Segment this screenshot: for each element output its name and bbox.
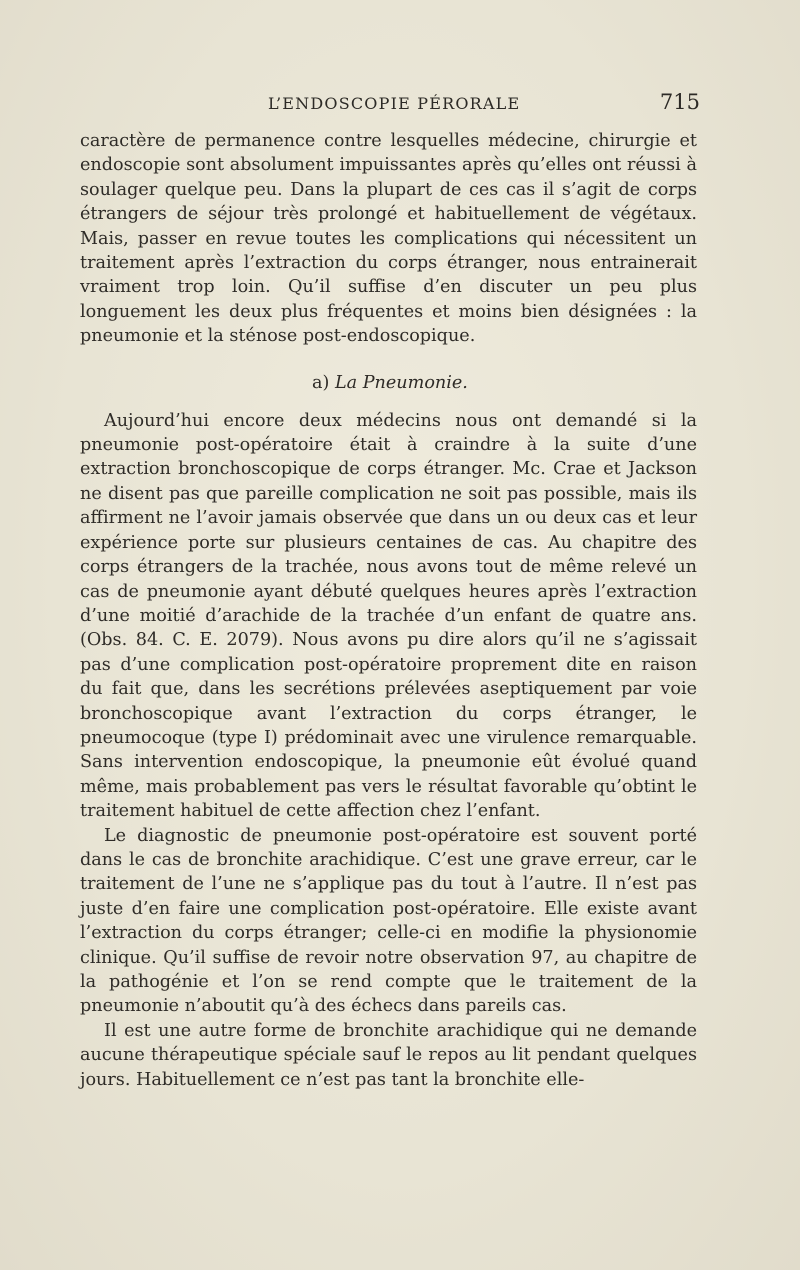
paragraph-continuation: caractère de permanence contre lesquelles médecine, chirurgie et endoscopie sont absolument impuissantes après qu’elles ont réussi à soulager quelque peu. Dans la plupart de ces cas il s’agit de corps étrangers de séjour très prolongé et habituellement de végétaux. Mais, passer en revue toutes les complications qui nécessitent un traitement après l’extraction du corps étranger, nous entrainerait vraiment trop loin. Qu’il suffise d’en discuter un peu plus longuement les deux plus fréquentes et moins bien désignées : la pneumonie et la sténose post-endoscopique. bbox=[80, 131, 697, 347]
section-label: a) bbox=[312, 372, 330, 393]
page-number: 715 bbox=[659, 90, 700, 114]
running-title: L’ENDOSCOPIE PÉRORALE bbox=[268, 94, 521, 113]
paragraph-pneumonie-intro: Aujourd’hui encore deux médecins nous ont demandé si la pneumonie post-opératoire était à craindre à la suite d’une extraction bronchoscopique de corps étranger. Mc. Crae et Jackson ne disent pas que pareille complication ne soit pas possible, mais ils affirment ne l’avoir jamais observée que dans un ou deux cas et leur expérience porte sur plusieurs centaines de cas. Au chapitre des corps étrangers de la trachée, nous avons tout de même relevé un cas de pneumonie ayant débuté quelques heures après l’extraction d’une moitié d’arachide de la trachée d’un enfant de quatre ans. (Obs. 84. C. E. 2079). Nous avons pu dire alors qu’il ne s’agissait pas d’une complication post-opératoire proprement dite en raison du fait que, dans les secrétions prélevées aseptiquement par voie bronchoscopique avant l’extraction du corps étranger, le pneumocoque (type I) prédominait avec une virulence remarquable. Sans intervention endoscopique, la pneumonie eût évolué quand même, mais probablement pas vers le résultat favorable qu’obtint le traitement habituel de cette affection chez l’enfant. bbox=[80, 410, 697, 822]
section-heading bbox=[80, 371, 697, 395]
running-head bbox=[80, 90, 700, 120]
section-title: La Pneumonie. bbox=[334, 372, 468, 393]
body-text bbox=[80, 129, 697, 1092]
paragraph-diagnostic: Le diagnostic de pneumonie post-opératoire est souvent porté dans le cas de bronchite arachidique. C’est une grave erreur, car le traitement de l’une ne s’applique pas du tout à l’autre. Il n’est pas juste d’en faire une complication post-opératoire. Elle existe avant l’extraction du corps étranger; celle-ci en modifie la physionomie clinique. Qu’il suffise de revoir notre observation 97, au chapitre de la pathogénie et l’on se rend compte que le traitement de la pneumonie n’aboutit qu’à des échecs dans pareils cas. bbox=[80, 825, 697, 1017]
paragraph-bronchite: Il est une autre forme de bronchite arachidique qui ne demande aucune thérapeutique spéciale sauf le repos au lit pendant quelques jours. Habituellement ce n’est pas tant la bronchite elle- bbox=[80, 1020, 697, 1090]
